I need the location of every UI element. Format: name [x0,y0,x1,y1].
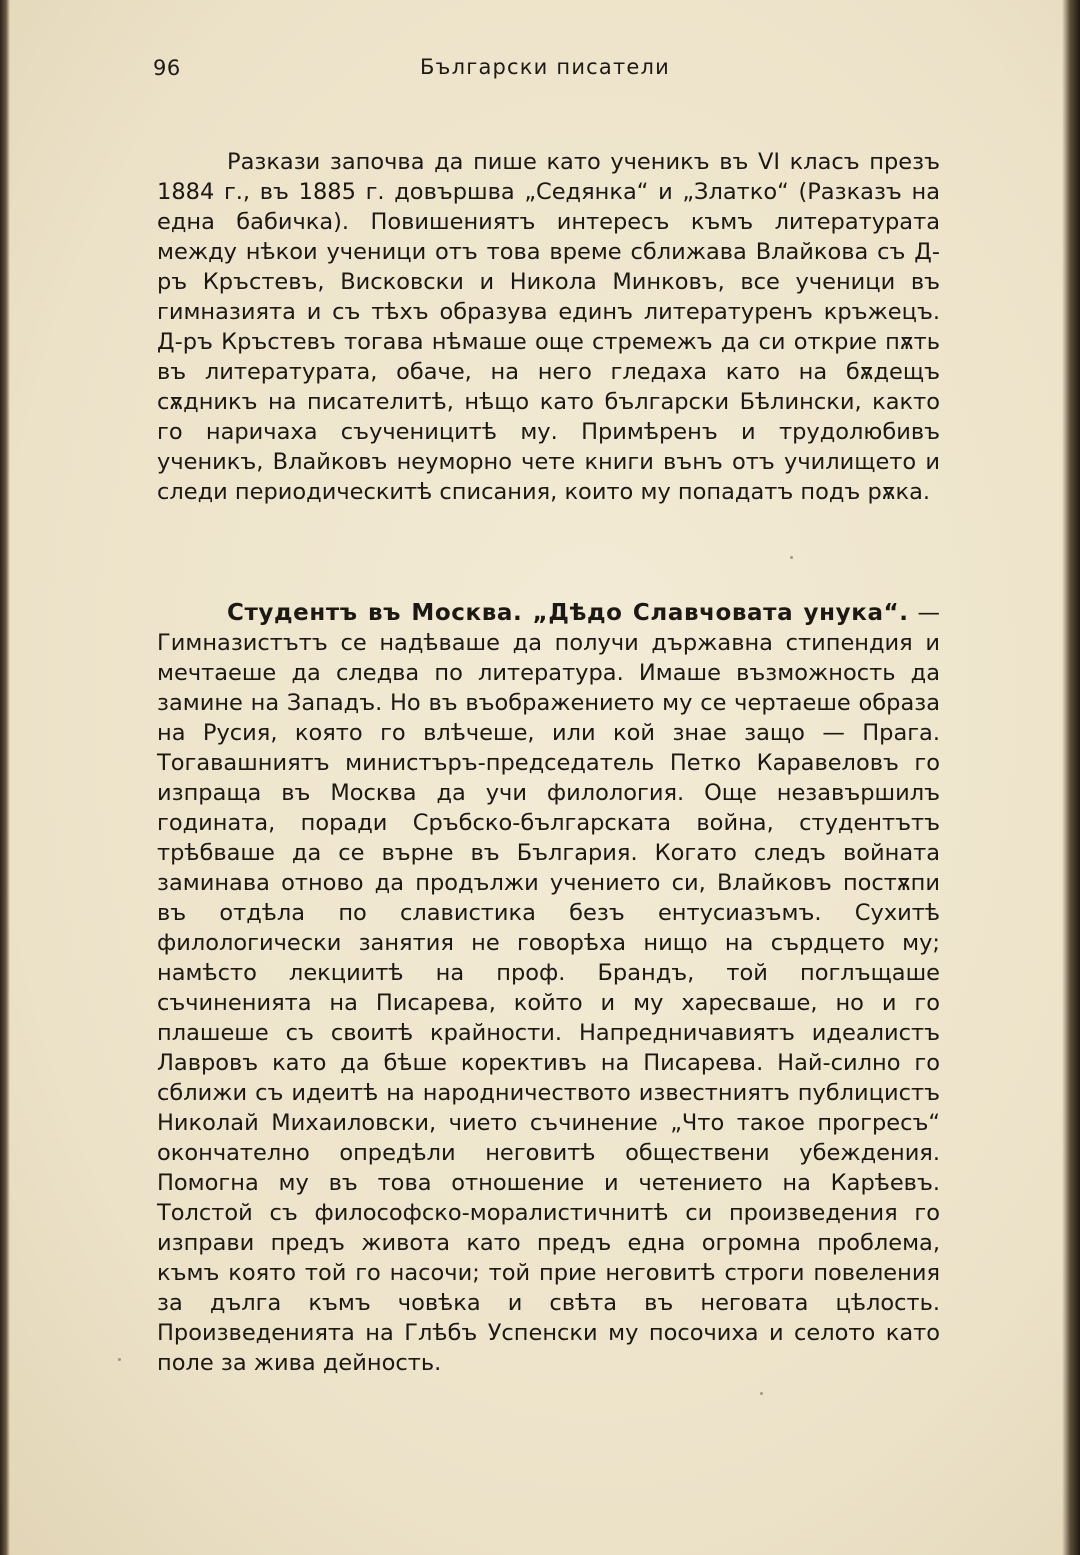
section-heading-student-in-moscow: Студентъ въ Москва. „Дѣдо Славчовата унука“. [227,599,909,626]
paper-speck [790,556,793,559]
running-head-title: Български писатели [419,55,671,79]
paper-speck [118,1358,121,1361]
page-right-edge-shadow [1062,0,1080,1555]
page-number: 96 [153,56,181,80]
paragraph-student-in-moscow [157,598,940,1378]
running-head [150,52,940,84]
paragraph-stories-early-writing: Разкази започва да пише като ученикъ въ VI класъ презъ 1884 г., въ 1885 г. довършва „Седянка“ и „Златко“ (Разказъ на една бабичка). Повишениятъ интересъ къмъ литературата между нѣкои ученици отъ това време сближава Влайкова съ Д-ръ Кръстевъ, Висковски и Никола Минковъ, все ученици въ гимназията и съ тѣхъ образува единъ литературенъ кръжецъ. Д-ръ Кръстевъ тогава нѣмаше още стремежъ да си открие пѫть въ литературата, обаче, на него гледаха като на бѫдещъ сѫдникъ на писателитѣ, нѣщо като български Бѣлински, както го наричаха съученицитѣ му. Примѣренъ и трудолюбивъ ученикъ, Влайковъ неуморно чете книги вънъ отъ училището и следи периодическитѣ списания, които му попадатъ подъ рѫка. [157,148,940,505]
page-left-edge-shadow [0,0,10,1555]
paper-speck [760,1392,763,1395]
paragraph-student-in-moscow-text: — Гимназистътъ се надѣваше да получи държавна стипендия и мечтаеше да следва по литература. Имаше възможность да замине на Западъ. Но въ въображението му се чертаеше образа на Русия, която го влѣчеше, или кой знае защо — Прага. Тогавашниятъ министъръ-председатель Петко Каравеловъ го изпраща въ Москва да учи филология. Още незавършилъ годината, поради Сръбско-българската война, студентътъ трѣбваше да се върне въ България. Когато следъ войната заминава отново да продължи учението си, Влайковъ постѫпи въ отдѣла по славистика безъ ентусиазъмъ. Сухитѣ филологически занятия не говорѣха нищо на сърдцето му; намѣсто лекциитѣ на проф. Брандъ, той поглъщаше съчиненията на Писарева, който и му харесваше, но и го плашеше съ своитѣ крайности. Напредничавиятъ идеалистъ Лавровъ като да бѣше корективъ на Писарева. Най-силно го сближи съ идеитѣ на народничеството известниятъ публицистъ Николай Михаиловски, чието съчинение „Что такое прогресъ“ окончателно опредѣли неговитѣ обществени убеждения. Помогна му въ това отношение и четението на Карѣевъ. Толстой съ философско-моралистичнитѣ си произведения го изправи предъ живота като предъ една огромна проблема, къмъ която той го насочи; той прие неговитѣ строги повеления за дълга къмъ човѣка и свѣта въ неговата цѣлость. Произведенията на Глѣбъ Успенски му посочиха и селото като поле за жива дейность. [157,599,941,1376]
